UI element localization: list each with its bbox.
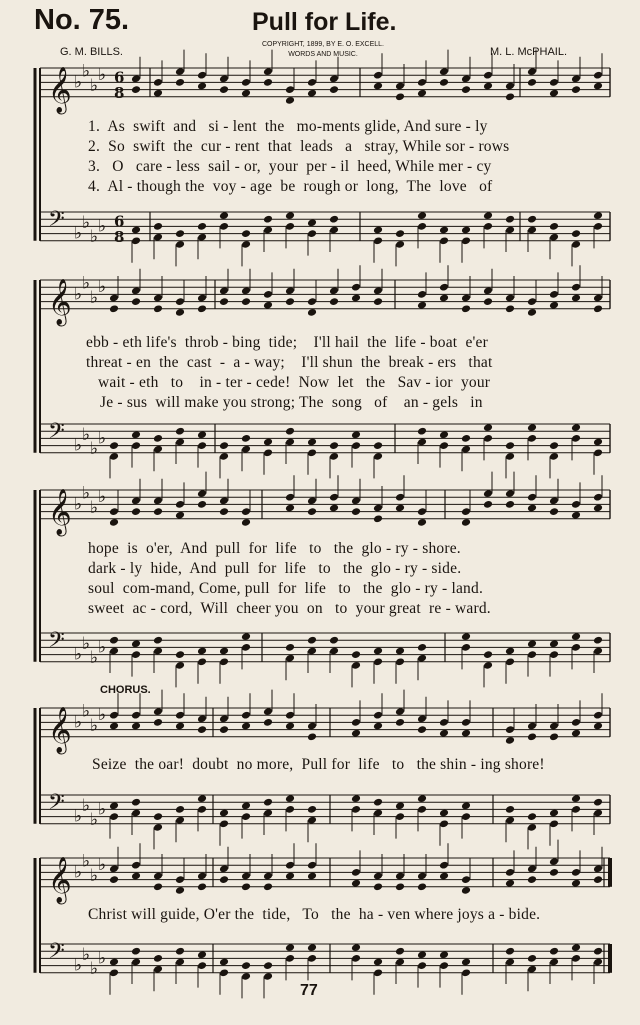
note-head [241,882,251,891]
note-head [285,297,295,306]
treble-clef-icon: 𝄞 [48,706,72,753]
note-head [109,304,119,313]
note-head [329,215,339,224]
note-head [395,947,405,956]
note-head [153,718,163,727]
note-head [285,427,295,436]
note-head [219,725,229,734]
note-head [417,882,427,891]
note-head [527,875,537,884]
flat-icon: ♭ [98,637,107,658]
note-head [417,427,427,436]
lyric-line: wait - eth to in - ter - cede! Now let the Sav - ior your [98,374,491,391]
note-head [131,85,141,94]
lyric-line: Je - sus will make you strong; The song of an - gels in [100,394,483,411]
flat-icon: ♭ [74,806,83,827]
note-head [131,798,141,807]
flat-icon: ♭ [90,866,99,886]
note-head [593,947,603,956]
flat-icon: ♭ [74,284,83,305]
note-head [263,78,273,87]
lyric-line: 2. So swift the cur - rent that leads a stray, While sor - rows [88,138,510,155]
page-number: 77 [300,982,318,999]
note-head [131,947,141,956]
treble-clef-icon: 𝄞 [48,856,72,903]
note-head [153,222,163,231]
note-head [527,954,537,963]
note-head [131,507,141,516]
note-head [241,434,251,443]
time-signature-icon: 8 [114,83,125,102]
note-head [307,732,317,741]
flat-icon: ♭ [82,424,91,445]
note-head [505,215,515,224]
note-head [593,636,603,645]
hymn-number: No. 75. [34,4,130,36]
note-head [263,882,273,891]
note-head [241,961,251,970]
chorus-label: CHORUS. [100,684,151,696]
note-head [307,636,317,645]
note-head [175,805,185,814]
copyright-line: WORDS AND MUSIC. [288,51,358,58]
flat-icon: ♭ [98,799,107,820]
note-head [241,229,251,238]
flat-icon: ♭ [98,948,107,969]
note-head [329,297,339,306]
time-signature-icon: 6 [114,68,125,87]
note-head [307,805,317,814]
flat-icon: ♭ [98,216,107,237]
note-head [263,961,273,970]
note-head [329,441,339,450]
lyric-line: 1. As swift and si - lent the mo-ments glide, And sure - ly [88,118,488,135]
note-head [395,92,405,101]
bass-clef-icon: 𝄢 [48,628,65,658]
flat-icon: ♭ [74,494,83,515]
flat-icon: ♭ [98,428,107,449]
note-head [219,441,229,450]
hymn-title: Pull for Life. [252,8,397,36]
flat-icon: ♭ [90,439,99,460]
flat-icon: ♭ [82,633,91,654]
flat-icon: ♭ [82,701,91,722]
note-head [109,875,119,884]
note-head [219,507,229,516]
flat-icon: ♭ [82,851,91,872]
flat-icon: ♭ [74,644,83,665]
note-head [109,441,119,450]
note-head [219,297,229,306]
lyric-line: soul com-mand, Come, pull for life to the glo - ry - land. [88,580,484,597]
note-head [483,650,493,659]
lyric-line: dark - ly hide, And pull for life to the glo - ry - side. [88,560,462,577]
note-head [395,229,405,238]
note-head [197,222,207,231]
note-head [175,427,185,436]
note-head [373,514,383,523]
treble-clef-icon: 𝄞 [48,488,72,535]
note-head [549,441,559,450]
note-head [153,636,163,645]
note-head [241,297,251,306]
flat-icon: ♭ [98,65,107,86]
flat-icon: ♭ [98,705,107,726]
flat-icon: ♭ [82,483,91,504]
flat-icon: ♭ [90,227,99,248]
lyric-line: threat - en the cast - a - way; I'll shun the break - ers that [86,354,493,371]
bass-clef-icon: 𝄢 [48,207,65,237]
note-head [285,643,295,652]
flat-icon: ♭ [82,795,91,816]
flat-icon: ♭ [82,273,91,294]
note-head [527,78,537,87]
note-head [571,229,581,238]
flat-icon: ♭ [74,435,83,456]
note-head [571,85,581,94]
note-head [373,882,383,891]
flat-icon: ♭ [74,223,83,244]
note-head [549,507,559,516]
note-head [483,500,493,509]
treble-clef-icon: 𝄞 [48,278,72,325]
note-head [109,636,119,645]
bass-clef-icon: 𝄢 [48,790,65,820]
note-head [153,507,163,516]
note-head [549,732,559,741]
lyric-line: 3. O care - less sail - or, your per - il heed, While mer - cy [88,158,492,175]
note-head [593,875,603,884]
note-head [197,725,207,734]
note-head [219,875,229,884]
note-head [329,85,339,94]
treble-clef-icon: 𝄞 [48,66,72,113]
note-head [197,500,207,509]
note-head [373,297,383,306]
note-head [197,304,207,313]
note-head [527,732,537,741]
flat-icon: ♭ [90,288,99,308]
note-head [395,882,405,891]
note-head [461,304,471,313]
note-head [197,882,207,891]
lyric-line: hope is o'er, And pull for life to the glo - ry - shore. [88,540,461,557]
bass-clef-icon: 𝄢 [48,939,65,969]
flat-icon: ♭ [98,487,107,508]
note-head [219,85,229,94]
flat-icon: ♭ [82,212,91,233]
flat-icon: ♭ [74,955,83,976]
note-head [373,441,383,450]
lyric-line: Seize the oar! doubt no more, Pull for life to the shin - ing shore! [92,756,545,773]
note-head [417,725,427,734]
note-head [131,297,141,306]
note-head [175,78,185,87]
note-head [593,304,603,313]
flat-icon: ♭ [74,712,83,733]
note-head [153,812,163,821]
note-head [483,297,493,306]
note-head [329,636,339,645]
author-credit: M. L. McPHAIL. [490,46,568,58]
note-head [153,954,163,963]
note-head [153,882,163,891]
note-head [395,718,405,727]
copyright-line: COPYRIGHT, 1899, BY E. O. EXCELL. [261,41,385,48]
note-head [505,947,515,956]
note-head [505,805,515,814]
note-head [263,798,273,807]
time-signature-icon: 6 [114,212,125,231]
note-head [175,947,185,956]
note-head [549,947,559,956]
note-head [527,215,537,224]
flat-icon: ♭ [90,498,99,518]
note-head [417,643,427,652]
lyric-line: 4. Al - though the voy - age be rough or long, The love of [88,178,493,195]
note-head [175,650,185,659]
note-head [461,434,471,443]
lyric-line: sweet ac - cord, Will cheer you on to your great re - ward. [88,600,491,617]
time-signature-icon: 8 [114,227,125,246]
note-head [549,222,559,231]
lyric-line: Christ will guide, O'er the tide, To the ha - ven where joys a - bide. [88,906,541,923]
note-head [593,798,603,807]
flat-icon: ♭ [90,959,99,980]
composer-credit: G. M. BILLS. [60,46,123,58]
note-head [461,85,471,94]
bass-clef-icon: 𝄢 [48,419,65,449]
note-head [505,500,515,509]
note-head [175,229,185,238]
note-head [505,441,515,450]
flat-icon: ♭ [90,716,99,736]
note-head [527,812,537,821]
flat-icon: ♭ [74,862,83,883]
flat-icon: ♭ [74,72,83,93]
note-head [439,78,449,87]
flat-icon: ♭ [82,944,91,965]
note-head [153,434,163,443]
flat-icon: ♭ [98,277,107,298]
note-head [351,650,361,659]
note-head [505,92,515,101]
lyric-line: ebb - eth life's throb - bing tide; I'll hail the life - boat e'er [86,334,488,351]
flat-icon: ♭ [98,855,107,876]
flat-icon: ♭ [90,810,99,831]
flat-icon: ♭ [90,648,99,669]
note-head [153,304,163,313]
note-head [505,304,515,313]
note-head [549,868,559,877]
flat-icon: ♭ [90,76,99,96]
flat-icon: ♭ [82,61,91,82]
note-head [373,798,383,807]
note-head [263,718,273,727]
note-head [307,507,317,516]
note-head [263,215,273,224]
note-head [351,507,361,516]
